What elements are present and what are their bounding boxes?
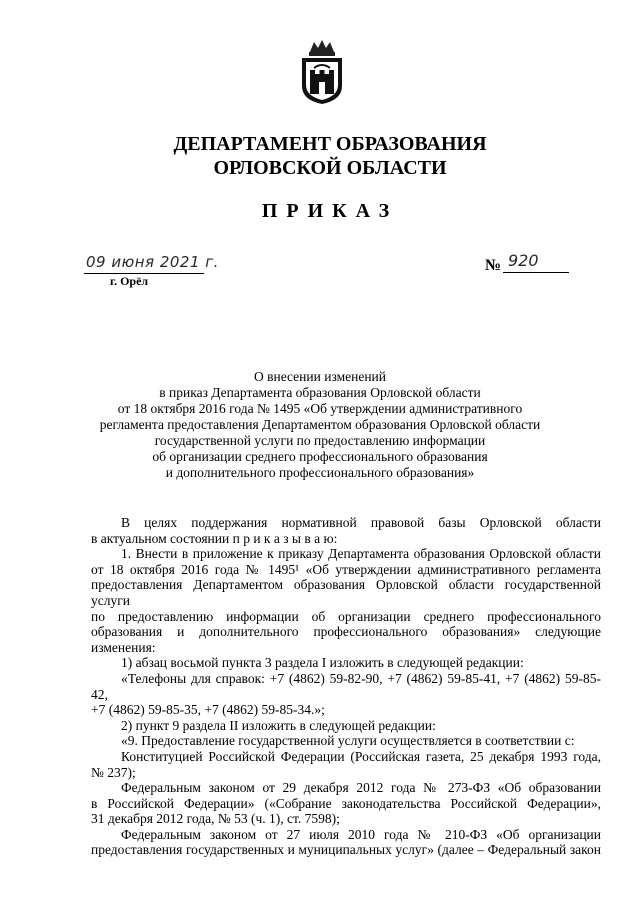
- body-line: предоставления Департаментом образования Орловской области государственной услуги: [91, 577, 601, 608]
- body-line: изменения:: [91, 639, 156, 655]
- number-underline: [503, 272, 569, 273]
- body-line: 2) пункт 9 раздела II изложить в следующей редакции:: [121, 717, 436, 733]
- body-line: в актуальном состоянии п р и к а з ы в а ю:: [91, 530, 338, 546]
- handwritten-date: 09 июня 2021 г.: [86, 253, 219, 271]
- body-line: образования и дополнительного профессионального образования» следующие: [91, 624, 601, 640]
- subject-line: об организации среднего профессионального образования: [152, 449, 488, 464]
- subject-line: и дополнительного профессионального образования»: [165, 465, 475, 480]
- body-line: «9. Предоставление государственной услуги осуществляется в соответствии с:: [121, 733, 575, 749]
- coat-of-arms-icon: [296, 38, 348, 106]
- city-label: г. Орёл: [110, 274, 149, 288]
- subject-line: от 18 октября 2016 года № 1495 «Об утверждении административного: [117, 401, 523, 416]
- body-line: № 237);: [91, 764, 136, 780]
- department-line-2: ОРЛОВСКОЙ ОБЛАСТИ: [213, 157, 447, 179]
- subject-line: регламента предоставления Департаментом образования Орловской области: [99, 417, 541, 432]
- body-line: 1) абзац восьмой пункта 3 раздела I изложить в следующей редакции:: [121, 655, 524, 671]
- body-line: в Российской Федерации» («Собрание законодательства Российской Федерации»,: [91, 795, 601, 811]
- order-title: ПРИКАЗ: [261, 200, 399, 222]
- body-line: Федеральным законом от 29 декабря 2012 года № 273-ФЗ «Об образовании: [121, 780, 601, 796]
- handwritten-number: 920: [508, 251, 539, 270]
- body-line: +7 (4862) 59-85-35, +7 (4862) 59-85-34.»;: [91, 702, 325, 718]
- body-line: 1. Внести в приложение к приказу Департамента образования Орловской области: [121, 546, 601, 562]
- body-line: «Телефоны для справок: +7 (4862) 59-82-90, +7 (4862) 59-85-41, +7 (4862) 59-85-42,: [91, 670, 601, 702]
- body-line: В целях поддержания нормативной правовой базы Орловской области: [121, 515, 601, 530]
- body-line: предоставления государственных и муниципальных услуг» (далее – Федеральный закон: [91, 842, 601, 858]
- body-line: от 18 октября 2016 года № 1495¹ «Об утверждении административного регламента: [91, 561, 601, 577]
- body-line: Федеральным законом от 27 июля 2010 года № 210-ФЗ «Об организации: [121, 826, 601, 842]
- body-line: по предоставлению информации об организации среднего профессионального: [91, 608, 601, 624]
- order-subject: [90, 369, 550, 481]
- subject-line: государственной услуги по предоставлению информации: [154, 433, 486, 448]
- number-label: №: [485, 257, 502, 274]
- department-name: [60, 132, 600, 180]
- body-line: 31 декабря 2012 года, № 53 (ч. 1), ст. 7598);: [91, 811, 340, 827]
- order-body: [91, 515, 601, 858]
- subject-line: О внесении изменений: [253, 369, 387, 384]
- body-line: Конституцией Российской Федерации (Российская газета, 25 декабря 1993 года,: [121, 748, 601, 764]
- subject-line: в приказ Департамента образования Орловской области: [159, 385, 481, 400]
- department-line-1: ДЕПАРТАМЕНТ ОБРАЗОВАНИЯ: [173, 133, 487, 155]
